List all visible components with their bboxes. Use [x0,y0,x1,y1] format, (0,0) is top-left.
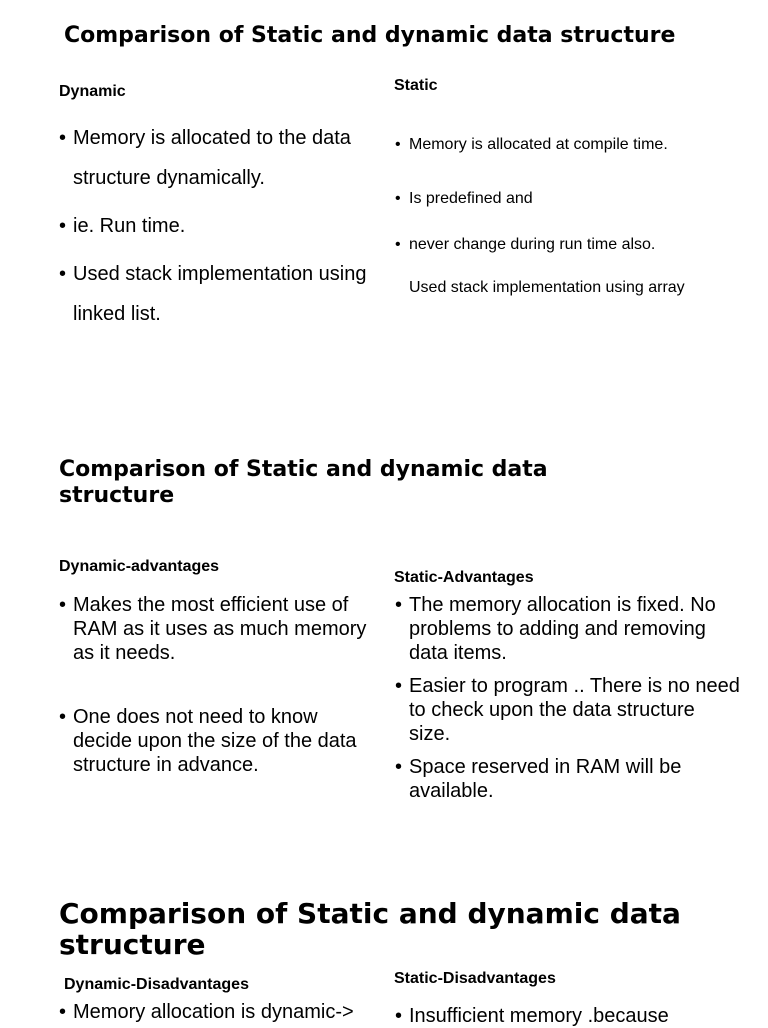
list-item: • Memory allocation is dynamic-> [59,1000,379,1024]
section3-title: Comparison of Static and dynamic data structure [59,897,681,961]
section1-title: Comparison of Static and dynamic data structure [64,23,676,48]
section3-static-disadvantages-list [395,1004,740,1028]
section2-dynamic-advantages-list [59,593,379,817]
section2-dynamic-advantages-heading: Dynamic-advantages [59,558,220,575]
section1-static-list [395,126,740,322]
section1-dynamic-heading: Dynamic [59,83,126,100]
section1-dynamic-list [59,118,379,342]
section2-title: Comparison of Static and dynamic data structure [59,457,548,508]
list-item: • Used stack implementation using linked list. [59,254,379,334]
section1-static-heading: Static [394,77,438,94]
list-item-continuation: Used stack implementation using array [409,279,685,296]
list-item: • ie. Run time. [59,206,379,246]
list-item: • Is predefined and [395,180,740,218]
list-item: • Space reserved in RAM will be available. [395,755,740,803]
list-item: • The memory allocation is fixed. No problems to adding and removing data items. [395,593,740,665]
section3-static-disadvantages-heading: Static-Disadvantages [394,970,556,987]
section2-static-advantages-list [395,593,740,812]
list-item: • Easier to program .. There is no need to check upon the data structure size. [395,674,740,746]
section2-static-advantages-heading: Static-Advantages [394,569,534,586]
section3-dynamic-disadvantages-list [59,1000,379,1024]
section3-dynamic-disadvantages-heading: Dynamic-Disadvantages [64,976,249,993]
list-item: • Makes the most efficient use of RAM as it uses as much memory as it needs. [59,593,379,665]
list-item: • Insufficient memory .because [395,1004,740,1028]
list-item: • Memory is allocated to the data structure dynamically. [59,118,379,198]
list-item: • One does not need to know decide upon the size of the data structure in advance. [59,705,379,777]
list-item: • never change during run time also. [395,226,740,264]
list-item: • Memory is allocated at compile time. [395,126,740,164]
